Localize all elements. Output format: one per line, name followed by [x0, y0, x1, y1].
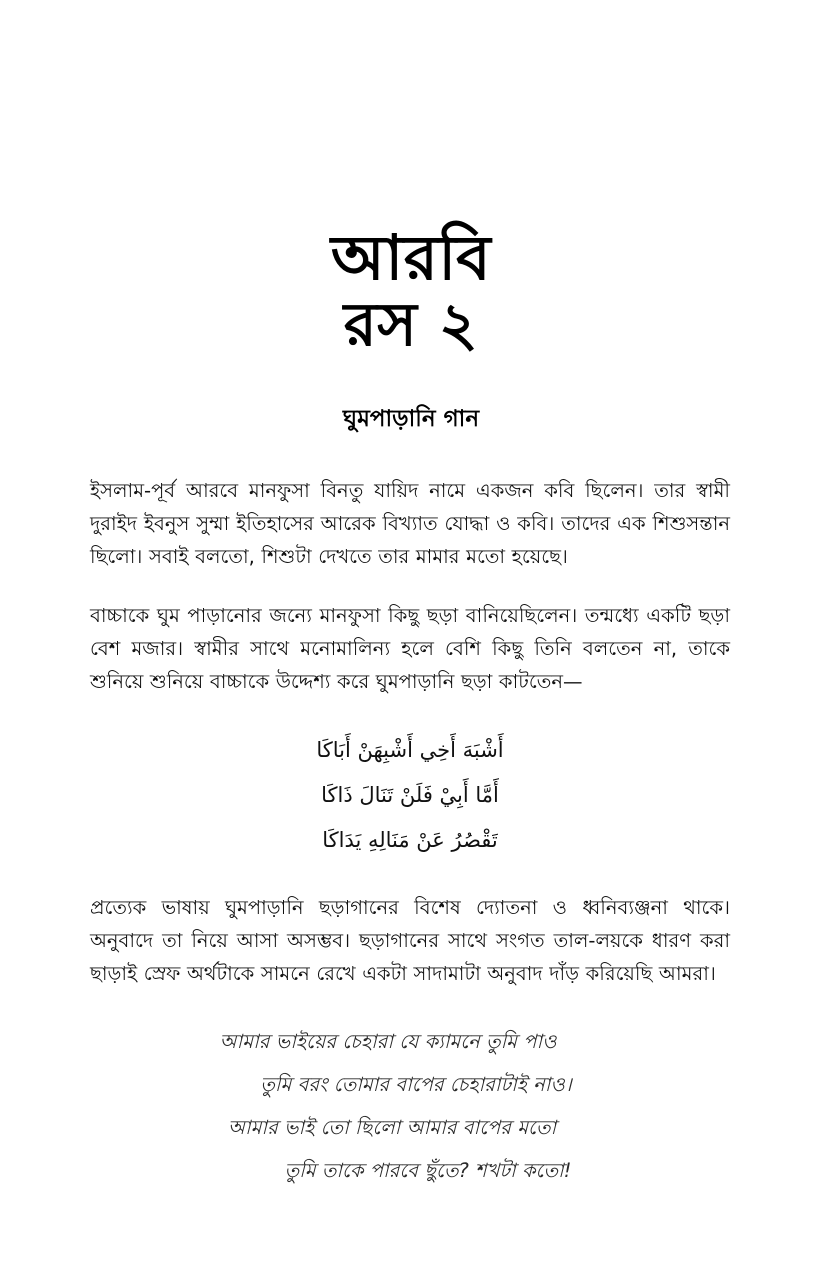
arabic-poem-line-2: أَمَّا أَبِيْ فَلَنْ تَنَالَ ذَاكَا	[321, 783, 499, 807]
arabic-poem-line-3: تَقْصُرُ عَنْ مَنَالِهِ يَدَاكَا	[322, 828, 498, 852]
arabic-poem-block	[90, 728, 730, 863]
bengali-verse-line-1: আমার ভাইয়ের চেহারা যে ক্যামনে তুমি পাও	[219, 1030, 557, 1053]
section-subtitle: ঘুমপাড়ানি গান	[342, 406, 480, 432]
title-line-1: আরবি	[330, 221, 492, 294]
body-content	[90, 474, 730, 1192]
bengali-verse-line-4: তুমি তাকে পারবে ছুঁতে? শখটা কতো!	[284, 1159, 572, 1182]
bengali-verse-line-2: তুমি বরং তোমার বাপের চেহারাটাই নাও।	[260, 1073, 572, 1096]
bengali-verse-block	[90, 1020, 730, 1192]
body-paragraph-1: ইসলাম-পূর্ব আরবে মানফুসা বিনতু যায়িদ নামে একজন কবি ছিলেন। তার স্বামী দুরাইদ ইবনুস সুম্মা ইতিহাসের আরেক বিখ্যাত যোদ্ধা ও কবি। তাদের এক শিশুসন্তান ছিলো। সবাই বলতো, শিশুটা দেখতে তার মামার মতো হয়েছে।	[90, 479, 730, 568]
arabic-poem-line-1: أَشْبَهَ أَخِي أَشْبِهَنْ أَبَاكَا	[316, 738, 504, 762]
body-paragraph-3: প্রত্যেক ভাষায় ঘুমপাড়ানি ছড়াগানের বিশেষ দ্যোতনা ও ধ্বনিব্যঞ্জনা থাকে। অনুবাদে তা নিয়ে আসা অসম্ভব। ছড়াগানের সাথে সংগত তাল-লয়কে ধারণ করা ছাড়াই স্রেফ অর্থটাকে সামনে রেখে একটা সাদামাটা অনুবাদ দাঁড় করিয়েছি আমরা।	[90, 896, 730, 985]
bengali-verse-line-3: আমার ভাই তো ছিলো আমার বাপের মতো	[227, 1116, 557, 1139]
page-title	[0, 221, 822, 360]
body-paragraph-2: বাচ্চাকে ঘুম পাড়ানোর জন্যে মানফুসা কিছু ছড়া বানিয়েছিলেন। তন্মধ্যে একটি ছড়া বেশ মজার। স্বামীর সাথে মনোমালিন্য হলে বেশি কিছু তিনি বলতেন না, তাকে শুনিয়ে শুনিয়ে বাচ্চাকে উদ্দেশ্য করে ঘুমপাড়ানি ছড়া কাটতেন—	[90, 604, 730, 693]
title-line-2: রস ২	[343, 290, 479, 360]
